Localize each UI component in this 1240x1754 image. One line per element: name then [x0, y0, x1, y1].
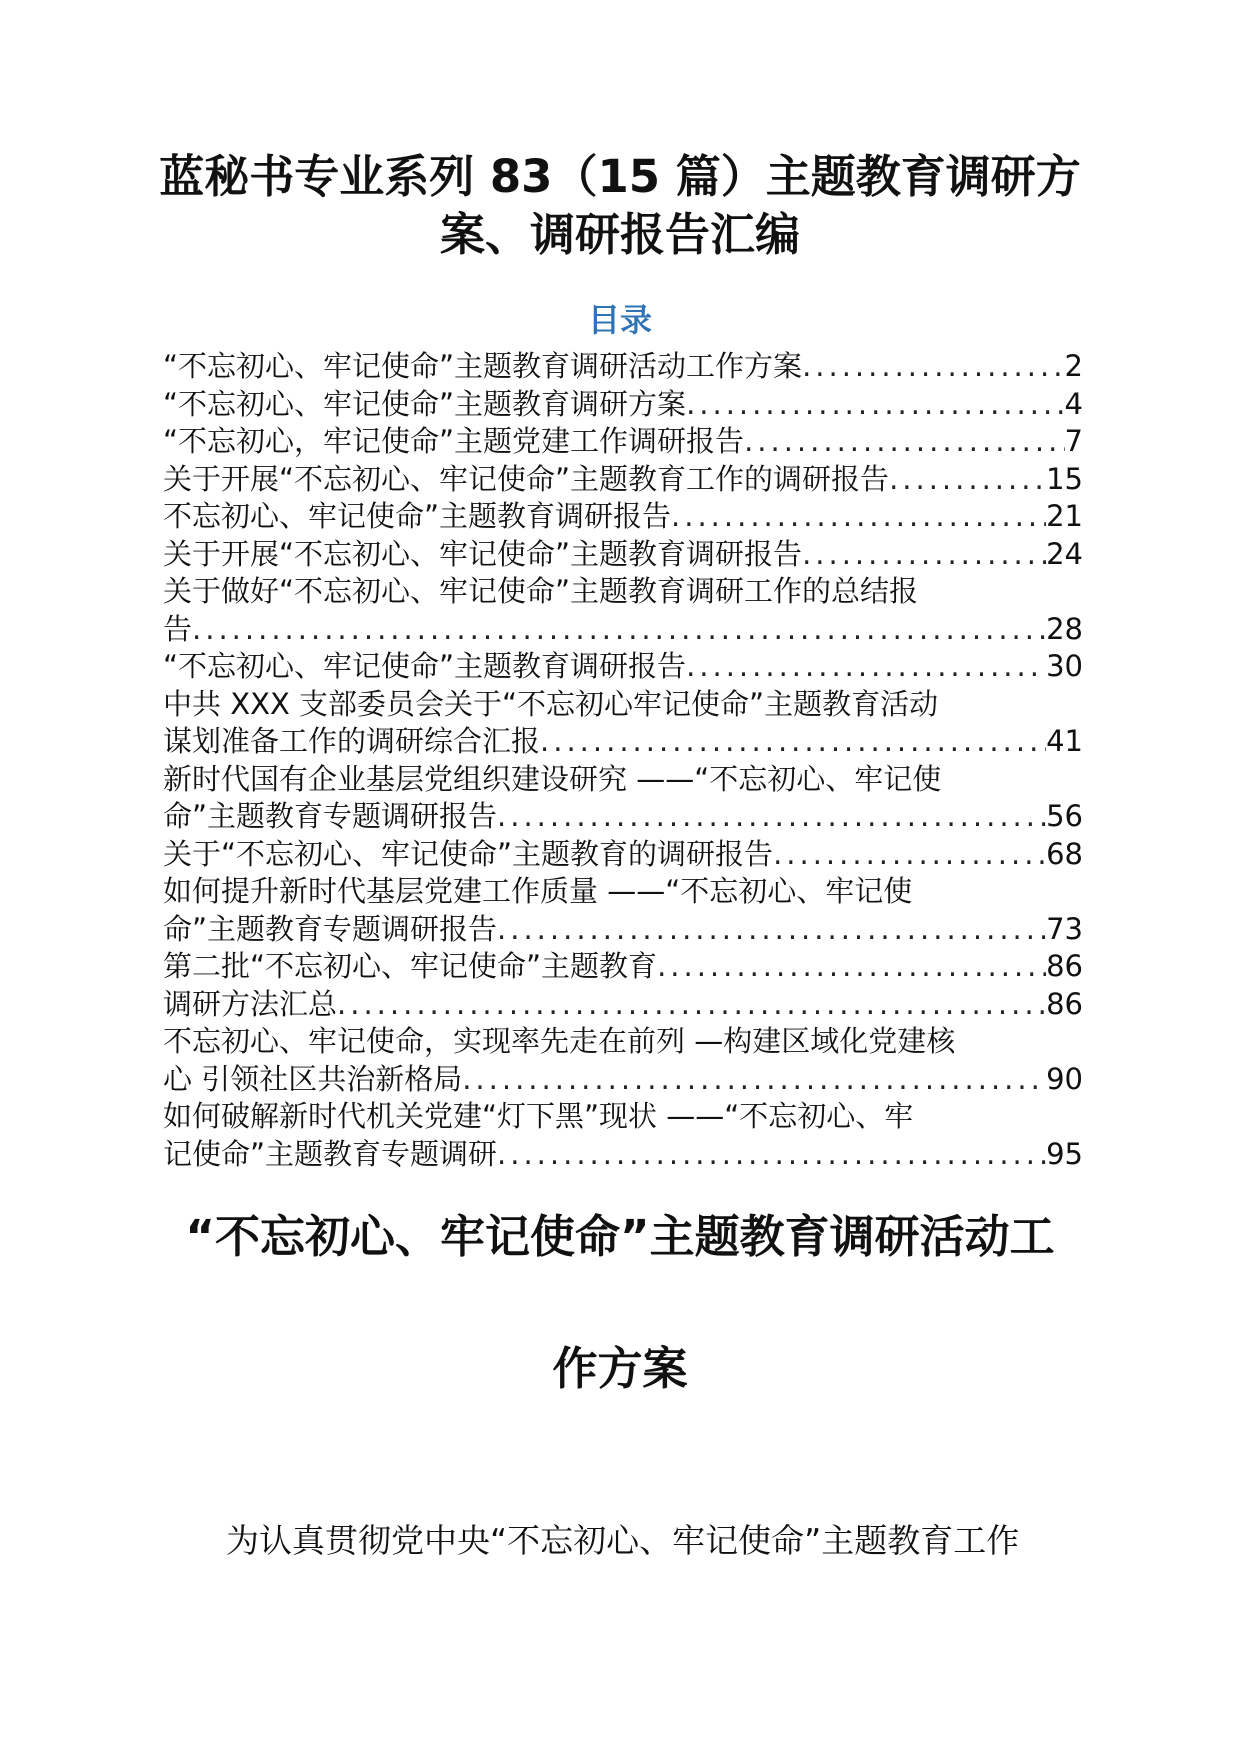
toc-entry-line [163, 1061, 1083, 1099]
toc-entry-line [163, 798, 1083, 836]
toc-entry-line [163, 498, 1083, 536]
toc-page-number: 95 [1046, 1136, 1083, 1171]
toc-leader-dots [671, 498, 1046, 536]
section-title-line-2: 作方案 [552, 1342, 688, 1395]
toc-entry[interactable] [163, 386, 1083, 424]
toc-entry-text: 关于开展“不忘初心、牢记使命”主题教育工作的调研报告 [163, 461, 890, 496]
toc-entry-text: “不忘初心、牢记使命”主题教育调研方案 [163, 386, 687, 421]
toc-page-number: 15 [1046, 461, 1083, 496]
toc-leader-dots [686, 648, 1046, 686]
toc-leader-dots [802, 536, 1046, 574]
toc-entry-text: “不忘初心、牢记使命”主题教育调研报告 [163, 649, 687, 683]
toc-entry-line [163, 611, 1083, 649]
toc-entry-line [163, 948, 1083, 986]
toc-entry[interactable] [163, 986, 1083, 1024]
toc-page-number: 2 [1064, 349, 1083, 383]
toc-entry[interactable] [163, 573, 1083, 648]
toc-entry-text: 如何提升新时代基层党建工作质量 ——“不忘初心、牢记使 [163, 874, 913, 908]
toc-leader-dots [686, 386, 1064, 424]
toc-entry[interactable] [163, 648, 1083, 686]
toc-entry[interactable] [163, 948, 1083, 986]
toc-entry-text: 命”主题教育专题调研报告 [163, 799, 498, 833]
toc-entry[interactable] [163, 836, 1083, 874]
toc-entry-line [163, 911, 1083, 949]
toc-heading: 目录 [587, 301, 652, 339]
toc-entry-text: 告 [163, 611, 193, 646]
toc-page-number: 68 [1046, 836, 1083, 871]
toc-entry[interactable] [163, 1023, 1083, 1098]
section-title-line-1: “不忘初心、牢记使命”主题教育调研活动工 [185, 1210, 1055, 1263]
toc-page-number: 41 [1046, 724, 1083, 758]
toc-entry-line [163, 348, 1083, 386]
toc-entry-text: 第二批“不忘初心、牢记使命”主题教育 [163, 949, 658, 983]
toc-page-number: 90 [1046, 1061, 1083, 1096]
toc-entry-line [163, 986, 1083, 1024]
toc-entry[interactable] [163, 423, 1083, 461]
toc-page-number: 56 [1046, 799, 1083, 833]
toc-entry-text: 记使命”主题教育专题调研 [163, 1136, 498, 1171]
toc-entry[interactable] [163, 686, 1083, 761]
body-paragraph-first-line: 为认真贯彻党中央“不忘初心、牢记使命”主题教育工作 [226, 1521, 1020, 1560]
toc-entry-line [163, 1098, 1083, 1136]
toc-entry-line [163, 873, 1083, 911]
toc-entry-line [163, 1136, 1083, 1174]
toc-entry[interactable] [163, 1098, 1083, 1173]
toc-leader-dots [192, 611, 1046, 649]
toc-entry-line [163, 461, 1083, 499]
toc-entry-text: 命”主题教育专题调研报告 [163, 911, 498, 946]
toc-entry-text: 新时代国有企业基层党组织建设研究 ——“不忘初心、牢记使 [163, 761, 942, 796]
toc-entry-line [163, 386, 1083, 424]
toc-entry-line [163, 1023, 1083, 1061]
toc-entry-text: “不忘初心，牢记使命”主题党建工作调研报告 [163, 424, 745, 458]
toc-page-number: 86 [1046, 949, 1083, 983]
toc-page-number: 86 [1046, 986, 1083, 1021]
toc-entry-text: 中共 XXX 支部委员会关于“不忘初心牢记使命”主题教育活动 [163, 686, 939, 721]
toc-leader-dots [497, 1136, 1046, 1174]
toc-leader-dots [773, 836, 1046, 874]
document-title-line-2: 案、调研报告汇编 [439, 208, 800, 261]
toc-leader-dots [497, 911, 1046, 949]
toc-page-number: 30 [1046, 649, 1083, 683]
toc-entry-line [163, 761, 1083, 799]
toc-entry[interactable] [163, 536, 1083, 574]
toc-entry[interactable] [163, 461, 1083, 499]
toc-entry-text: 谋划准备工作的调研综合汇报 [163, 724, 541, 758]
toc-page-number: 24 [1046, 536, 1083, 571]
toc-entry-text: “不忘初心、牢记使命”主题教育调研活动工作方案 [163, 349, 803, 383]
toc-entry-text: 调研方法汇总 [163, 986, 338, 1021]
toc-page-number: 7 [1064, 424, 1083, 458]
toc-entry-line [163, 836, 1083, 874]
toc-leader-dots [462, 1061, 1046, 1099]
toc-entry[interactable] [163, 498, 1083, 536]
document-title-line-1: 蓝秘书专业系列 83（15 篇）主题教育调研方 [159, 150, 1081, 203]
toc-entry-line [163, 686, 1083, 724]
toc-page-number: 4 [1064, 386, 1083, 421]
toc-leader-dots [802, 348, 1064, 386]
toc-entry-text: 不忘初心、牢记使命，实现率先走在前列 —构建区域化党建核 [163, 1024, 956, 1058]
toc-entry-text: 不忘初心、牢记使命”主题教育调研报告 [163, 499, 672, 533]
toc-entry-text: 关于做好“不忘初心、牢记使命”主题教育调研工作的总结报 [163, 574, 919, 608]
toc-entry[interactable] [163, 873, 1083, 948]
toc-entry-line [163, 648, 1083, 686]
toc-page-number: 21 [1046, 499, 1083, 533]
toc-leader-dots [540, 723, 1046, 761]
toc-entry-line [163, 536, 1083, 574]
toc-entry-text: 关于开展“不忘初心、牢记使命”主题教育调研报告 [163, 536, 803, 571]
table-of-contents [163, 348, 1083, 1173]
toc-leader-dots [744, 423, 1064, 461]
toc-entry-text: 心 引领社区共治新格局 [163, 1061, 463, 1096]
document-title [150, 148, 1090, 264]
toc-entry-text: 关于“不忘初心、牢记使命”主题教育的调研报告 [163, 836, 774, 871]
toc-entry-line [163, 723, 1083, 761]
toc-entry-line [163, 573, 1083, 611]
toc-leader-dots [337, 986, 1046, 1024]
toc-entry-text: 如何破解新时代机关党建“灯下黑”现状 ——“不忘初心、牢 [163, 1099, 914, 1133]
toc-page-number: 28 [1046, 611, 1083, 646]
toc-leader-dots [497, 798, 1046, 836]
toc-page-number: 73 [1046, 911, 1083, 946]
toc-leader-dots [889, 461, 1046, 499]
toc-entry[interactable] [163, 761, 1083, 836]
toc-leader-dots [657, 948, 1046, 986]
toc-entry-line [163, 423, 1083, 461]
toc-entry[interactable] [163, 348, 1083, 386]
